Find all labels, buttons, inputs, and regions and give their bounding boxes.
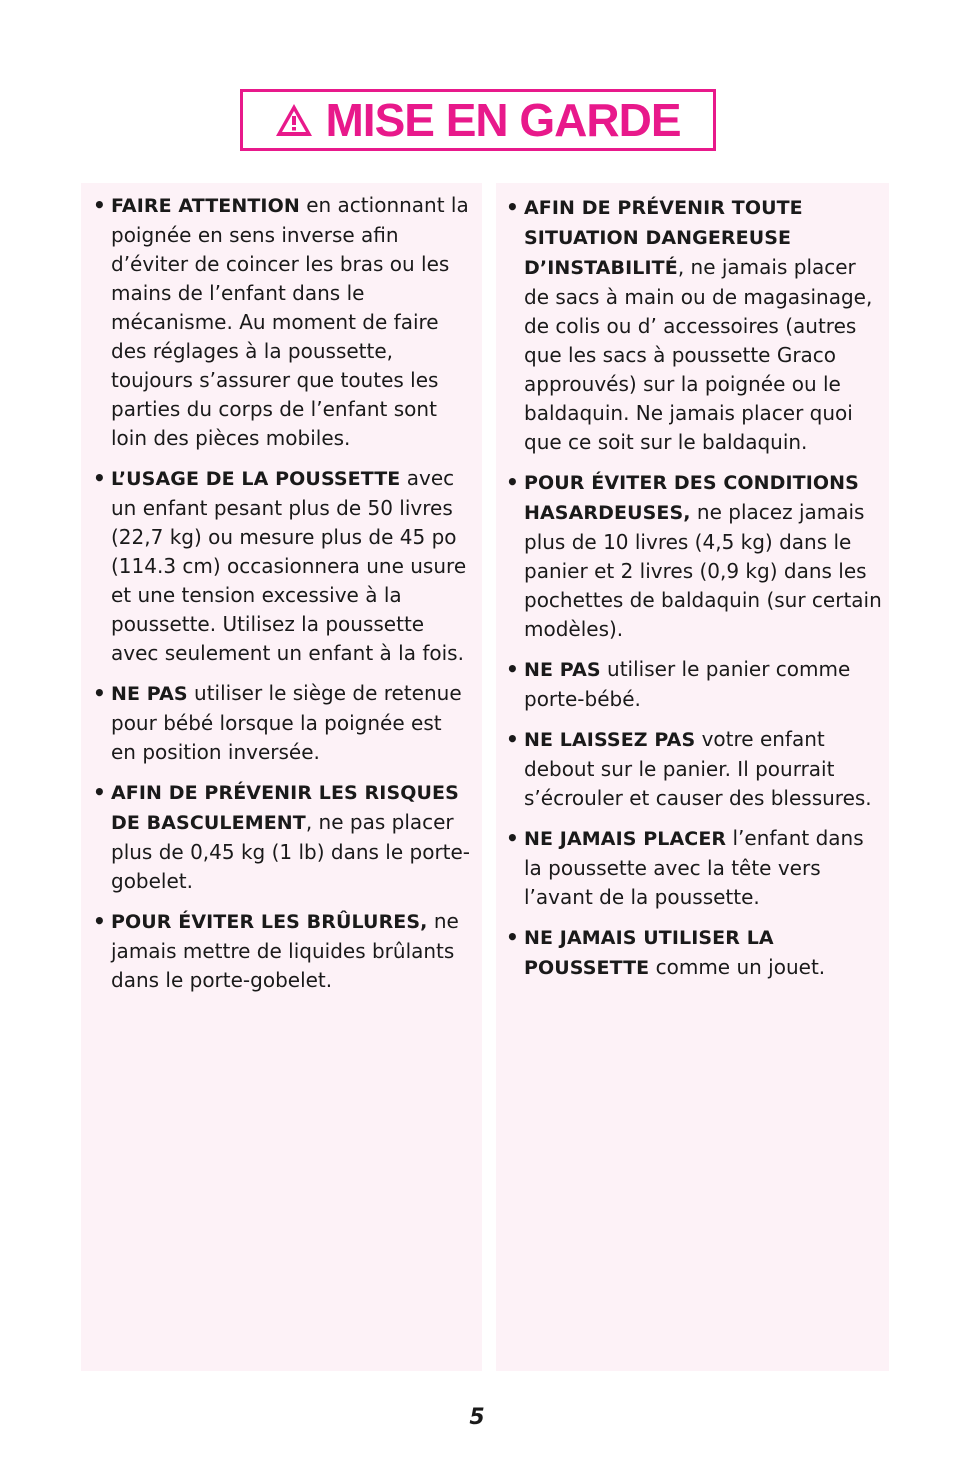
warning-text: votre enfant debout sur le panier. Il pourrait s’écrouler et causer des blessures. (524, 727, 872, 810)
warning-text: l’enfant dans la poussette avec la tête vers l’avant de la poussette. (524, 826, 864, 909)
warning-item (506, 923, 883, 983)
warning-item (506, 468, 883, 644)
bullet-icon: • (93, 193, 106, 217)
warning-text: utiliser le panier comme porte-bébé. (524, 657, 851, 711)
warning-lead: FAIRE ATTENTION (111, 195, 300, 217)
warning-text: ne jamais mettre de liquides brûlants dans le porte-gobelet. (111, 909, 459, 992)
warning-lead: NE PAS (524, 659, 601, 681)
warning-triangle-icon (275, 103, 313, 137)
warning-lead: NE PAS (111, 683, 188, 705)
warning-text: , ne pas placer plus de 0,45 kg (1 lb) dans le porte-gobelet. (111, 810, 471, 893)
bullet-icon: • (506, 826, 519, 850)
bullet-icon: • (93, 466, 106, 490)
warning-lead: NE LAISSEZ PAS (524, 729, 696, 751)
bullet-icon: • (506, 727, 519, 751)
left-warning-column (81, 183, 482, 1371)
warning-lead: AFIN DE PRÉVENIR LES RISQUES DE BASCULEMENT (111, 782, 459, 834)
warning-item (93, 191, 472, 453)
right-warning-column (496, 183, 889, 1371)
bullet-icon: • (93, 909, 106, 933)
warning-item (506, 824, 883, 912)
warning-lead: POUR ÉVITER LES BRÛLURES, (111, 911, 428, 933)
right-warning-list (506, 193, 883, 983)
warning-item (506, 193, 883, 457)
bullet-icon: • (93, 681, 106, 705)
warning-item (93, 907, 472, 995)
warning-text: , ne jamais placer de sacs à main ou de magasinage, de colis ou d’ accessoires (autres que les sacs à poussette Graco approuvés) sur la poignée ou le baldaquin. Ne jamais placer quoi que ce soit sur le baldaquin. (524, 255, 873, 454)
bullet-icon: • (506, 195, 519, 219)
warning-item (506, 655, 883, 714)
warning-item (93, 464, 472, 668)
warning-lead: L’USAGE DE LA POUSSETTE (111, 468, 401, 490)
left-warning-list (93, 191, 472, 995)
warning-item (93, 679, 472, 767)
bullet-icon: • (506, 657, 519, 681)
warning-lead: NE JAMAIS UTILISER LA POUSSETTE (524, 927, 774, 979)
bullet-icon: • (93, 780, 106, 804)
bullet-icon: • (506, 925, 519, 949)
warning-item (506, 725, 883, 813)
warning-text: comme un jouet. (649, 955, 826, 979)
page-title: MISE EN GARDE (325, 94, 681, 146)
warning-lead: AFIN DE PRÉVENIR TOUTE SITUATION DANGEREUSE D’INSTABILITÉ (524, 197, 803, 279)
bullet-icon: • (506, 470, 519, 494)
warning-text: en actionnant la poignée en sens inverse afin d’éviter de coincer les bras ou les mains de l’enfant dans le mécanisme. Au moment de faire des réglages à la poussette, toujours s’assurer que toutes les parties du corps de l’enfant sont loin des pièces mobiles. (111, 193, 469, 450)
warning-lead: POUR ÉVITER DES CONDITIONS HASARDEUSES, (524, 472, 859, 524)
warning-lead: NE JAMAIS PLACER (524, 828, 727, 850)
page-number: 5 (469, 1405, 485, 1430)
warning-text: ne placez jamais plus de 10 livres (4,5 kg) dans le panier et 2 livres (0,9 kg) dans les pochettes de baldaquin (sur certain modèles). (524, 500, 882, 641)
warning-title-box (240, 89, 716, 151)
warning-text: avec un enfant pesant plus de 50 livres (22,7 kg) ou mesure plus de 45 po (114.3 cm) occasionnera une usure et une tension excessive à la poussette. Utilisez la poussette avec seulement un enfant à la fois. (111, 466, 467, 665)
warning-text: utiliser le siège de retenue pour bébé lorsque la poignée est en position inversée. (111, 681, 462, 764)
warning-item (93, 778, 472, 896)
